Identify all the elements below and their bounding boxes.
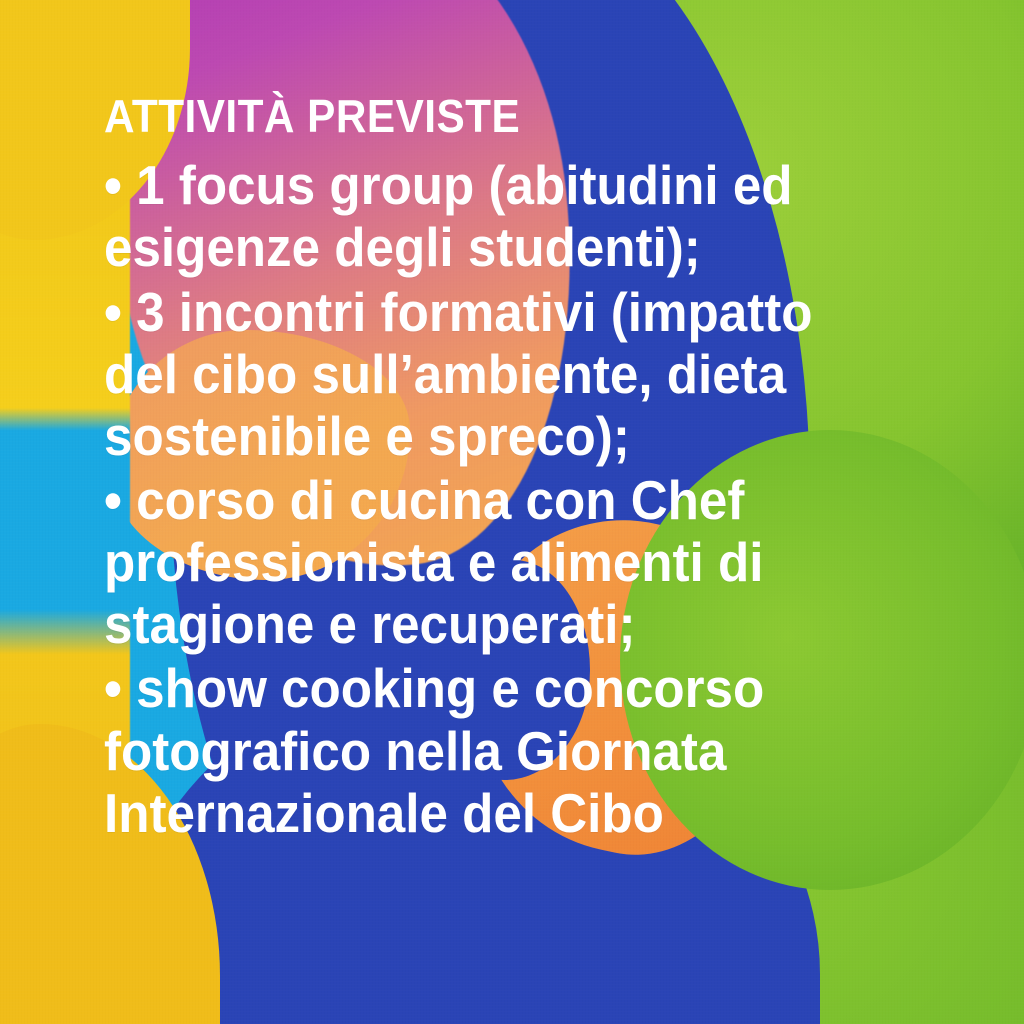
list-item: • show cooking e concorso fotografico nella Giornata Internazionale del Cibo — [104, 657, 867, 843]
activities-list — [104, 154, 924, 844]
list-item: • corso di cucina con Chef professionista e alimenti di stagione e recuperati; — [104, 469, 867, 655]
list-item: • 3 incontri formativi (impatto del cibo sull’ambiente, dieta sostenibile e spreco); — [104, 281, 867, 467]
poster-content — [104, 92, 924, 846]
poster-heading: ATTIVITÀ PREVISTE — [104, 90, 521, 142]
list-item: • 1 focus group (abitudini ed esigenze degli studenti); — [104, 154, 867, 278]
